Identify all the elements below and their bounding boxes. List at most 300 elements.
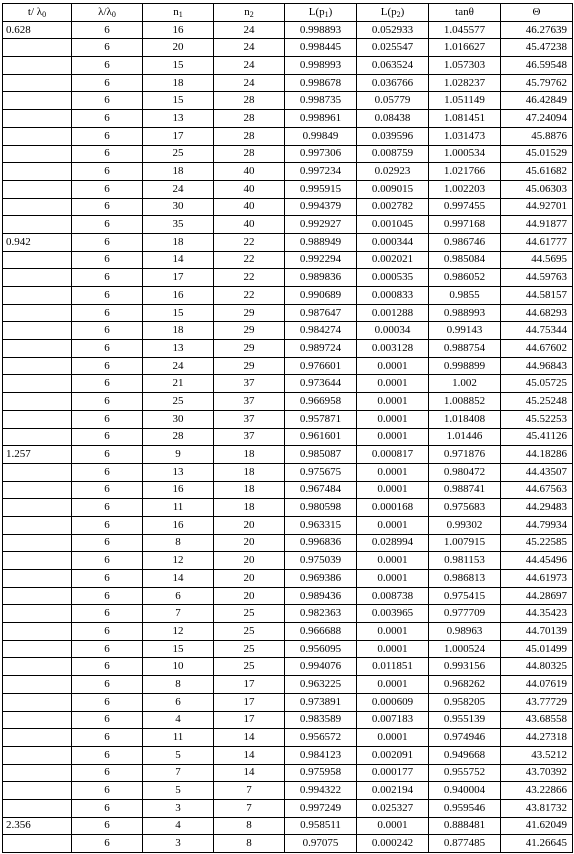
cell-tan-theta: 1.057303 [429, 57, 501, 75]
cell-l-p1: 0.998735 [285, 92, 357, 110]
cell-tan-theta: 0.986746 [429, 233, 501, 251]
cell-n1: 15 [143, 640, 214, 658]
cell-l-p2: 0.009015 [357, 180, 429, 198]
cell-theta: 47.24094 [501, 110, 573, 128]
cell-n2: 8 [214, 835, 285, 853]
table-row [3, 287, 573, 305]
cell-theta: 45.05725 [501, 375, 573, 393]
cell-tan-theta: 1.051149 [429, 92, 501, 110]
table-row [3, 340, 573, 358]
table-row [3, 92, 573, 110]
cell-theta: 44.43507 [501, 463, 573, 481]
table-row [3, 39, 573, 57]
cell-t-lambda0 [3, 481, 72, 499]
cell-n1: 7 [143, 605, 214, 623]
cell-n2: 7 [214, 799, 285, 817]
cell-t-lambda0 [3, 180, 72, 198]
cell-n1: 6 [143, 587, 214, 605]
cell-l-p2: 0.0001 [357, 570, 429, 588]
cell-n1: 30 [143, 198, 214, 216]
cell-l-p1: 0.97075 [285, 835, 357, 853]
cell-tan-theta: 1.008852 [429, 393, 501, 411]
cell-theta: 45.01499 [501, 640, 573, 658]
cell-tan-theta: 0.975683 [429, 499, 501, 517]
cell-theta: 44.07619 [501, 676, 573, 694]
cell-n2: 28 [214, 92, 285, 110]
cell-theta: 44.79934 [501, 516, 573, 534]
cell-lambda-ratio: 6 [72, 340, 143, 358]
cell-n1: 18 [143, 74, 214, 92]
cell-n2: 37 [214, 393, 285, 411]
cell-tan-theta: 0.971876 [429, 446, 501, 464]
cell-l-p2: 0.0001 [357, 428, 429, 446]
cell-l-p2: 0.001288 [357, 304, 429, 322]
cell-tan-theta: 1.016627 [429, 39, 501, 57]
cell-theta: 46.27639 [501, 21, 573, 39]
cell-n1: 16 [143, 21, 214, 39]
cell-l-p2: 0.05779 [357, 92, 429, 110]
cell-l-p1: 0.998893 [285, 21, 357, 39]
cell-n2: 14 [214, 764, 285, 782]
cell-l-p2: 0.000177 [357, 764, 429, 782]
cell-n1: 15 [143, 57, 214, 75]
cell-tan-theta: 0.9855 [429, 287, 501, 305]
cell-l-p1: 0.982363 [285, 605, 357, 623]
cell-tan-theta: 0.955139 [429, 711, 501, 729]
cell-l-p1: 0.994379 [285, 198, 357, 216]
cell-n2: 17 [214, 676, 285, 694]
cell-lambda-ratio: 6 [72, 658, 143, 676]
cell-n2: 25 [214, 605, 285, 623]
cell-l-p2: 0.0001 [357, 481, 429, 499]
cell-lambda-ratio: 6 [72, 835, 143, 853]
cell-lambda-ratio: 6 [72, 676, 143, 694]
cell-theta: 43.22866 [501, 782, 573, 800]
cell-t-lambda0 [3, 570, 72, 588]
cell-t-lambda0 [3, 322, 72, 340]
table-row [3, 676, 573, 694]
cell-lambda-ratio: 6 [72, 463, 143, 481]
cell-t-lambda0 [3, 428, 72, 446]
cell-n1: 25 [143, 393, 214, 411]
cell-n1: 30 [143, 410, 214, 428]
cell-l-p2: 0.000535 [357, 269, 429, 287]
cell-n2: 22 [214, 233, 285, 251]
cell-n2: 18 [214, 499, 285, 517]
cell-n2: 22 [214, 269, 285, 287]
cell-n1: 16 [143, 516, 214, 534]
cell-n1: 8 [143, 534, 214, 552]
cell-t-lambda0 [3, 693, 72, 711]
cell-t-lambda0 [3, 340, 72, 358]
cell-t-lambda0 [3, 92, 72, 110]
cell-n2: 25 [214, 623, 285, 641]
cell-n1: 5 [143, 746, 214, 764]
cell-l-p2: 0.000242 [357, 835, 429, 853]
cell-lambda-ratio: 6 [72, 110, 143, 128]
cell-t-lambda0: 0.942 [3, 233, 72, 251]
cell-n1: 24 [143, 357, 214, 375]
cell-theta: 46.42849 [501, 92, 573, 110]
cell-theta: 43.68558 [501, 711, 573, 729]
cell-l-p1: 0.985087 [285, 446, 357, 464]
cell-theta: 44.61777 [501, 233, 573, 251]
cell-lambda-ratio: 6 [72, 817, 143, 835]
cell-tan-theta: 0.988993 [429, 304, 501, 322]
cell-lambda-ratio: 6 [72, 605, 143, 623]
cell-theta: 44.35423 [501, 605, 573, 623]
cell-t-lambda0 [3, 835, 72, 853]
cell-t-lambda0 [3, 39, 72, 57]
cell-tan-theta: 1.000534 [429, 145, 501, 163]
cell-t-lambda0 [3, 198, 72, 216]
cell-lambda-ratio: 6 [72, 481, 143, 499]
cell-n2: 17 [214, 711, 285, 729]
cell-lambda-ratio: 6 [72, 145, 143, 163]
cell-t-lambda0 [3, 375, 72, 393]
table-row [3, 605, 573, 623]
cell-n1: 12 [143, 623, 214, 641]
cell-theta: 44.70139 [501, 623, 573, 641]
table-row [3, 746, 573, 764]
cell-t-lambda0 [3, 216, 72, 234]
cell-l-p1: 0.987647 [285, 304, 357, 322]
cell-n2: 18 [214, 463, 285, 481]
cell-l-p2: 0.007183 [357, 711, 429, 729]
cell-lambda-ratio: 6 [72, 587, 143, 605]
cell-theta: 44.59763 [501, 269, 573, 287]
cell-n1: 7 [143, 764, 214, 782]
cell-lambda-ratio: 6 [72, 198, 143, 216]
cell-t-lambda0 [3, 764, 72, 782]
cell-n2: 40 [214, 198, 285, 216]
cell-l-p1: 0.99849 [285, 127, 357, 145]
cell-n1: 17 [143, 269, 214, 287]
cell-l-p1: 0.969386 [285, 570, 357, 588]
cell-theta: 44.27318 [501, 729, 573, 747]
cell-n2: 29 [214, 304, 285, 322]
cell-n1: 16 [143, 287, 214, 305]
table-row [3, 375, 573, 393]
cell-lambda-ratio: 6 [72, 375, 143, 393]
table-row [3, 570, 573, 588]
cell-lambda-ratio: 6 [72, 39, 143, 57]
cell-n1: 17 [143, 127, 214, 145]
cell-l-p1: 0.989724 [285, 340, 357, 358]
cell-theta: 44.80325 [501, 658, 573, 676]
table-row [3, 110, 573, 128]
cell-lambda-ratio: 6 [72, 729, 143, 747]
cell-tan-theta: 0.988754 [429, 340, 501, 358]
cell-lambda-ratio: 6 [72, 746, 143, 764]
cell-tan-theta: 1.031473 [429, 127, 501, 145]
cell-theta: 44.91877 [501, 216, 573, 234]
cell-l-p2: 0.0001 [357, 375, 429, 393]
cell-tan-theta: 1.007915 [429, 534, 501, 552]
cell-lambda-ratio: 6 [72, 534, 143, 552]
cell-theta: 43.70392 [501, 764, 573, 782]
cell-n1: 16 [143, 481, 214, 499]
cell-l-p1: 0.984123 [285, 746, 357, 764]
table-row [3, 127, 573, 145]
cell-l-p2: 0.001045 [357, 216, 429, 234]
cell-tan-theta: 0.986052 [429, 269, 501, 287]
table-row [3, 711, 573, 729]
cell-lambda-ratio: 6 [72, 570, 143, 588]
cell-t-lambda0 [3, 746, 72, 764]
cell-lambda-ratio: 6 [72, 304, 143, 322]
cell-tan-theta: 1.021766 [429, 163, 501, 181]
cell-tan-theta: 0.988741 [429, 481, 501, 499]
header-n1: $n_1$ [143, 4, 214, 22]
cell-lambda-ratio: 6 [72, 428, 143, 446]
cell-theta: 44.92701 [501, 198, 573, 216]
cell-n1: 13 [143, 340, 214, 358]
table-row [3, 552, 573, 570]
cell-theta: 45.25248 [501, 393, 573, 411]
cell-t-lambda0 [3, 357, 72, 375]
cell-tan-theta: 0.980472 [429, 463, 501, 481]
cell-n1: 11 [143, 729, 214, 747]
cell-l-p2: 0.002021 [357, 251, 429, 269]
cell-theta: 43.77729 [501, 693, 573, 711]
cell-l-p1: 0.957871 [285, 410, 357, 428]
cell-l-p1: 0.998445 [285, 39, 357, 57]
table-row [3, 251, 573, 269]
cell-l-p2: 0.0001 [357, 676, 429, 694]
cell-n2: 37 [214, 428, 285, 446]
cell-theta: 41.62049 [501, 817, 573, 835]
cell-n2: 40 [214, 216, 285, 234]
cell-l-p2: 0.0001 [357, 623, 429, 641]
cell-theta: 45.61682 [501, 163, 573, 181]
cell-l-p2: 0.002194 [357, 782, 429, 800]
cell-lambda-ratio: 6 [72, 782, 143, 800]
cell-t-lambda0 [3, 145, 72, 163]
cell-theta: 45.52253 [501, 410, 573, 428]
cell-n2: 22 [214, 287, 285, 305]
cell-lambda-ratio: 6 [72, 446, 143, 464]
cell-l-p2: 0.0001 [357, 393, 429, 411]
cell-l-p1: 0.998993 [285, 57, 357, 75]
cell-t-lambda0 [3, 799, 72, 817]
cell-t-lambda0 [3, 605, 72, 623]
cell-t-lambda0 [3, 287, 72, 305]
cell-n2: 37 [214, 375, 285, 393]
cell-l-p2: 0.011851 [357, 658, 429, 676]
cell-t-lambda0 [3, 410, 72, 428]
header-n2: $n_2$ [214, 4, 285, 22]
cell-tan-theta: 0.99143 [429, 322, 501, 340]
cell-n1: 9 [143, 446, 214, 464]
cell-theta: 44.61973 [501, 570, 573, 588]
cell-n1: 3 [143, 799, 214, 817]
cell-l-p1: 0.980598 [285, 499, 357, 517]
cell-n2: 20 [214, 570, 285, 588]
cell-lambda-ratio: 6 [72, 764, 143, 782]
cell-l-p1: 0.956572 [285, 729, 357, 747]
cell-l-p1: 0.956095 [285, 640, 357, 658]
cell-n2: 25 [214, 640, 285, 658]
cell-n1: 35 [143, 216, 214, 234]
cell-lambda-ratio: 6 [72, 269, 143, 287]
cell-tan-theta: 1.018408 [429, 410, 501, 428]
cell-l-p2: 0.0001 [357, 729, 429, 747]
cell-t-lambda0: 0.628 [3, 21, 72, 39]
cell-tan-theta: 0.997455 [429, 198, 501, 216]
table-row [3, 835, 573, 853]
cell-l-p2: 0.008738 [357, 587, 429, 605]
cell-t-lambda0 [3, 499, 72, 517]
cell-lambda-ratio: 6 [72, 233, 143, 251]
header-row [3, 4, 573, 22]
cell-n1: 8 [143, 676, 214, 694]
cell-theta: 44.67563 [501, 481, 573, 499]
cell-theta: 44.67602 [501, 340, 573, 358]
cell-t-lambda0 [3, 552, 72, 570]
table-row [3, 393, 573, 411]
table-row [3, 587, 573, 605]
cell-l-p1: 0.990689 [285, 287, 357, 305]
cell-l-p2: 0.000817 [357, 446, 429, 464]
cell-n2: 20 [214, 552, 285, 570]
cell-l-p1: 0.967484 [285, 481, 357, 499]
table-row [3, 499, 573, 517]
cell-t-lambda0 [3, 623, 72, 641]
cell-theta: 45.06303 [501, 180, 573, 198]
cell-n1: 20 [143, 39, 214, 57]
cell-theta: 44.28697 [501, 587, 573, 605]
cell-tan-theta: 0.959546 [429, 799, 501, 817]
cell-l-p2: 0.003965 [357, 605, 429, 623]
table-row [3, 233, 573, 251]
cell-n2: 29 [214, 322, 285, 340]
cell-n2: 24 [214, 57, 285, 75]
table-row [3, 764, 573, 782]
cell-n1: 11 [143, 499, 214, 517]
table-row [3, 481, 573, 499]
cell-l-p2: 0.00034 [357, 322, 429, 340]
cell-tan-theta: 0.977709 [429, 605, 501, 623]
cell-l-p2: 0.02923 [357, 163, 429, 181]
table-row [3, 74, 573, 92]
cell-l-p2: 0.0001 [357, 463, 429, 481]
cell-t-lambda0 [3, 534, 72, 552]
cell-t-lambda0 [3, 251, 72, 269]
cell-n2: 18 [214, 481, 285, 499]
cell-lambda-ratio: 6 [72, 180, 143, 198]
table-row [3, 269, 573, 287]
table-row [3, 180, 573, 198]
cell-tan-theta: 1.002203 [429, 180, 501, 198]
cell-tan-theta: 1.045577 [429, 21, 501, 39]
cell-n2: 18 [214, 446, 285, 464]
table-row [3, 410, 573, 428]
cell-l-p2: 0.0001 [357, 552, 429, 570]
cell-l-p1: 0.997234 [285, 163, 357, 181]
cell-l-p2: 0.0001 [357, 516, 429, 534]
cell-t-lambda0 [3, 127, 72, 145]
cell-lambda-ratio: 6 [72, 623, 143, 641]
cell-lambda-ratio: 6 [72, 322, 143, 340]
cell-n1: 24 [143, 180, 214, 198]
cell-tan-theta: 0.975415 [429, 587, 501, 605]
cell-l-p2: 0.002782 [357, 198, 429, 216]
table-row [3, 463, 573, 481]
cell-n2: 17 [214, 693, 285, 711]
cell-n1: 15 [143, 92, 214, 110]
table-row [3, 516, 573, 534]
cell-l-p1: 0.975039 [285, 552, 357, 570]
cell-lambda-ratio: 6 [72, 499, 143, 517]
cell-l-p1: 0.983589 [285, 711, 357, 729]
cell-lambda-ratio: 6 [72, 74, 143, 92]
header-lambda-ratio: $\lambda/\lambda_0$ [72, 4, 143, 22]
cell-n2: 40 [214, 163, 285, 181]
cell-theta: 44.68293 [501, 304, 573, 322]
cell-n2: 14 [214, 729, 285, 747]
cell-l-p1: 0.997306 [285, 145, 357, 163]
table-row [3, 446, 573, 464]
table-row [3, 623, 573, 641]
cell-n2: 29 [214, 357, 285, 375]
cell-l-p1: 0.994076 [285, 658, 357, 676]
cell-t-lambda0 [3, 676, 72, 694]
cell-tan-theta: 0.993156 [429, 658, 501, 676]
cell-n1: 14 [143, 570, 214, 588]
cell-tan-theta: 0.981153 [429, 552, 501, 570]
cell-n1: 12 [143, 552, 214, 570]
cell-lambda-ratio: 6 [72, 287, 143, 305]
cell-lambda-ratio: 6 [72, 127, 143, 145]
header-t-lambda0: t/ $\lambda_0$ [3, 4, 72, 22]
cell-n2: 20 [214, 587, 285, 605]
cell-l-p2: 0.052933 [357, 21, 429, 39]
cell-n2: 28 [214, 110, 285, 128]
cell-n2: 7 [214, 782, 285, 800]
cell-l-p1: 0.989436 [285, 587, 357, 605]
cell-l-p2: 0.002091 [357, 746, 429, 764]
cell-l-p1: 0.997249 [285, 799, 357, 817]
cell-lambda-ratio: 6 [72, 163, 143, 181]
cell-l-p2: 0.0001 [357, 357, 429, 375]
cell-tan-theta: 1.002 [429, 375, 501, 393]
table-row [3, 322, 573, 340]
header-l-p2: $L(p_2)$ [357, 4, 429, 22]
cell-tan-theta: 0.888481 [429, 817, 501, 835]
table-row [3, 357, 573, 375]
cell-lambda-ratio: 6 [72, 357, 143, 375]
cell-tan-theta: 0.99302 [429, 516, 501, 534]
cell-theta: 44.96843 [501, 357, 573, 375]
table-row [3, 216, 573, 234]
cell-theta: 45.47238 [501, 39, 573, 57]
cell-l-p1: 0.975675 [285, 463, 357, 481]
cell-l-p2: 0.039596 [357, 127, 429, 145]
cell-l-p1: 0.963315 [285, 516, 357, 534]
cell-l-p1: 0.973891 [285, 693, 357, 711]
cell-lambda-ratio: 6 [72, 640, 143, 658]
cell-n2: 24 [214, 74, 285, 92]
cell-theta: 43.81732 [501, 799, 573, 817]
cell-theta: 43.5212 [501, 746, 573, 764]
cell-lambda-ratio: 6 [72, 92, 143, 110]
cell-n1: 28 [143, 428, 214, 446]
cell-n1: 10 [143, 658, 214, 676]
cell-theta: 45.01529 [501, 145, 573, 163]
cell-t-lambda0 [3, 658, 72, 676]
cell-l-p1: 0.992294 [285, 251, 357, 269]
